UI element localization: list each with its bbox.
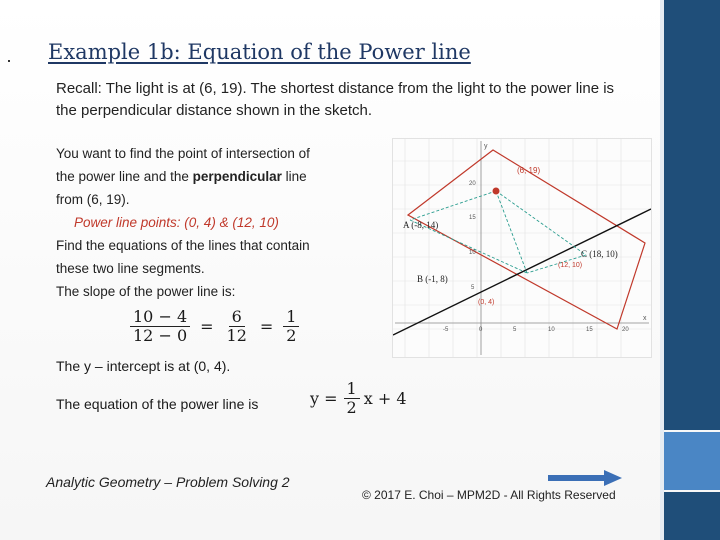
slope-num-2: 6 <box>229 308 245 327</box>
instruction-line-2-pre: the power line and the <box>56 169 193 184</box>
label-light: (6, 19) <box>517 166 541 175</box>
y-tick-20: 20 <box>469 181 476 187</box>
power-line-points: Power line points: (0, 4) & (12, 10) <box>74 215 279 230</box>
slope-den-1: 12 − 0 <box>133 325 188 345</box>
label-x-axis: x <box>643 315 647 322</box>
instruction-line-6: these two line segments. <box>56 261 205 276</box>
course-footer: Analytic Geometry – Problem Solving 2 <box>46 474 290 490</box>
y-tick-5: 5 <box>471 285 475 291</box>
side-bar-dark-bottom <box>664 492 720 540</box>
instruction-line-2 <box>56 165 386 188</box>
label-point-c: C (18, 10) <box>581 249 618 259</box>
label-point-b: B (-1, 8) <box>417 274 448 284</box>
instruction-line-1: You want to find the point of intersection of <box>56 146 310 161</box>
slope-den-3: 2 <box>286 325 297 345</box>
label-y-axis: y <box>484 143 488 150</box>
arrow-shaft <box>548 475 606 481</box>
recall-paragraph: Recall: The light is at (6, 19). The shortest distance from the light to the power line is the perpendicular distance shown in the sketch. <box>56 80 615 119</box>
slope-fraction-3 <box>283 308 299 345</box>
side-bar-dark-top <box>664 0 720 430</box>
slope-num-1: 10 − 4 <box>130 308 190 327</box>
label-point-a: A (-8, 14) <box>403 220 439 230</box>
sketch-graph-svg <box>393 139 651 357</box>
region-outline <box>408 150 645 329</box>
instruction-line-2-post: line <box>281 169 307 184</box>
equation-label: The equation of the power line is <box>56 396 259 412</box>
x-tick-0: 0 <box>479 327 483 333</box>
equation-den: 2 <box>346 398 357 417</box>
next-slide-arrow-icon[interactable] <box>548 470 622 486</box>
slope-expression <box>126 306 303 346</box>
slope-fraction-1 <box>130 308 190 345</box>
x-tick-neg5: -5 <box>443 327 449 333</box>
y-tick-10: 10 <box>469 250 476 256</box>
perpendicular-word: perpendicular <box>192 169 282 184</box>
power-line-equation <box>310 380 407 417</box>
side-bar-light <box>664 432 720 490</box>
light-point <box>493 188 500 195</box>
sketch-graph <box>392 138 652 358</box>
side-decoration <box>664 0 720 540</box>
x-tick-10: 10 <box>548 327 555 333</box>
slope-fraction-2 <box>224 308 250 345</box>
slope-label: The slope of the power line is: <box>56 284 236 299</box>
slope-den-2: 12 <box>226 325 247 345</box>
instruction-line-5: Find the equations of the lines that contain <box>56 238 310 253</box>
slope-num-3: 1 <box>283 308 299 327</box>
instructions-block <box>56 142 386 303</box>
equation-lhs: y = <box>310 389 338 408</box>
copyright-footer: © 2017 E. Choi – MPM2D - All Rights Reserved <box>362 488 616 502</box>
equals-sign-1: = <box>200 316 214 336</box>
instruction-line-3: from (6, 19). <box>56 192 130 207</box>
x-tick-5: 5 <box>513 327 517 333</box>
equals-sign-2: = <box>259 316 274 336</box>
arrow-head <box>604 470 622 486</box>
y-tick-15: 15 <box>469 215 476 221</box>
slide-title: Example 1b: Equation of the Power line <box>48 40 471 64</box>
x-tick-15: 15 <box>586 327 593 333</box>
equation-num: 1 <box>344 380 360 399</box>
equation-fraction <box>344 380 360 417</box>
equation-rhs: x + 4 <box>363 389 407 408</box>
y-intercept-text: The y – intercept is at (0, 4). <box>56 358 231 374</box>
x-tick-20: 20 <box>622 327 629 333</box>
label-point-12-10: (12, 10) <box>558 262 583 269</box>
bullet-dot <box>8 60 10 62</box>
label-point-0-4: (0, 4) <box>478 299 495 306</box>
dash-light-to-c <box>496 191 586 255</box>
dash-perpendicular <box>496 191 527 273</box>
